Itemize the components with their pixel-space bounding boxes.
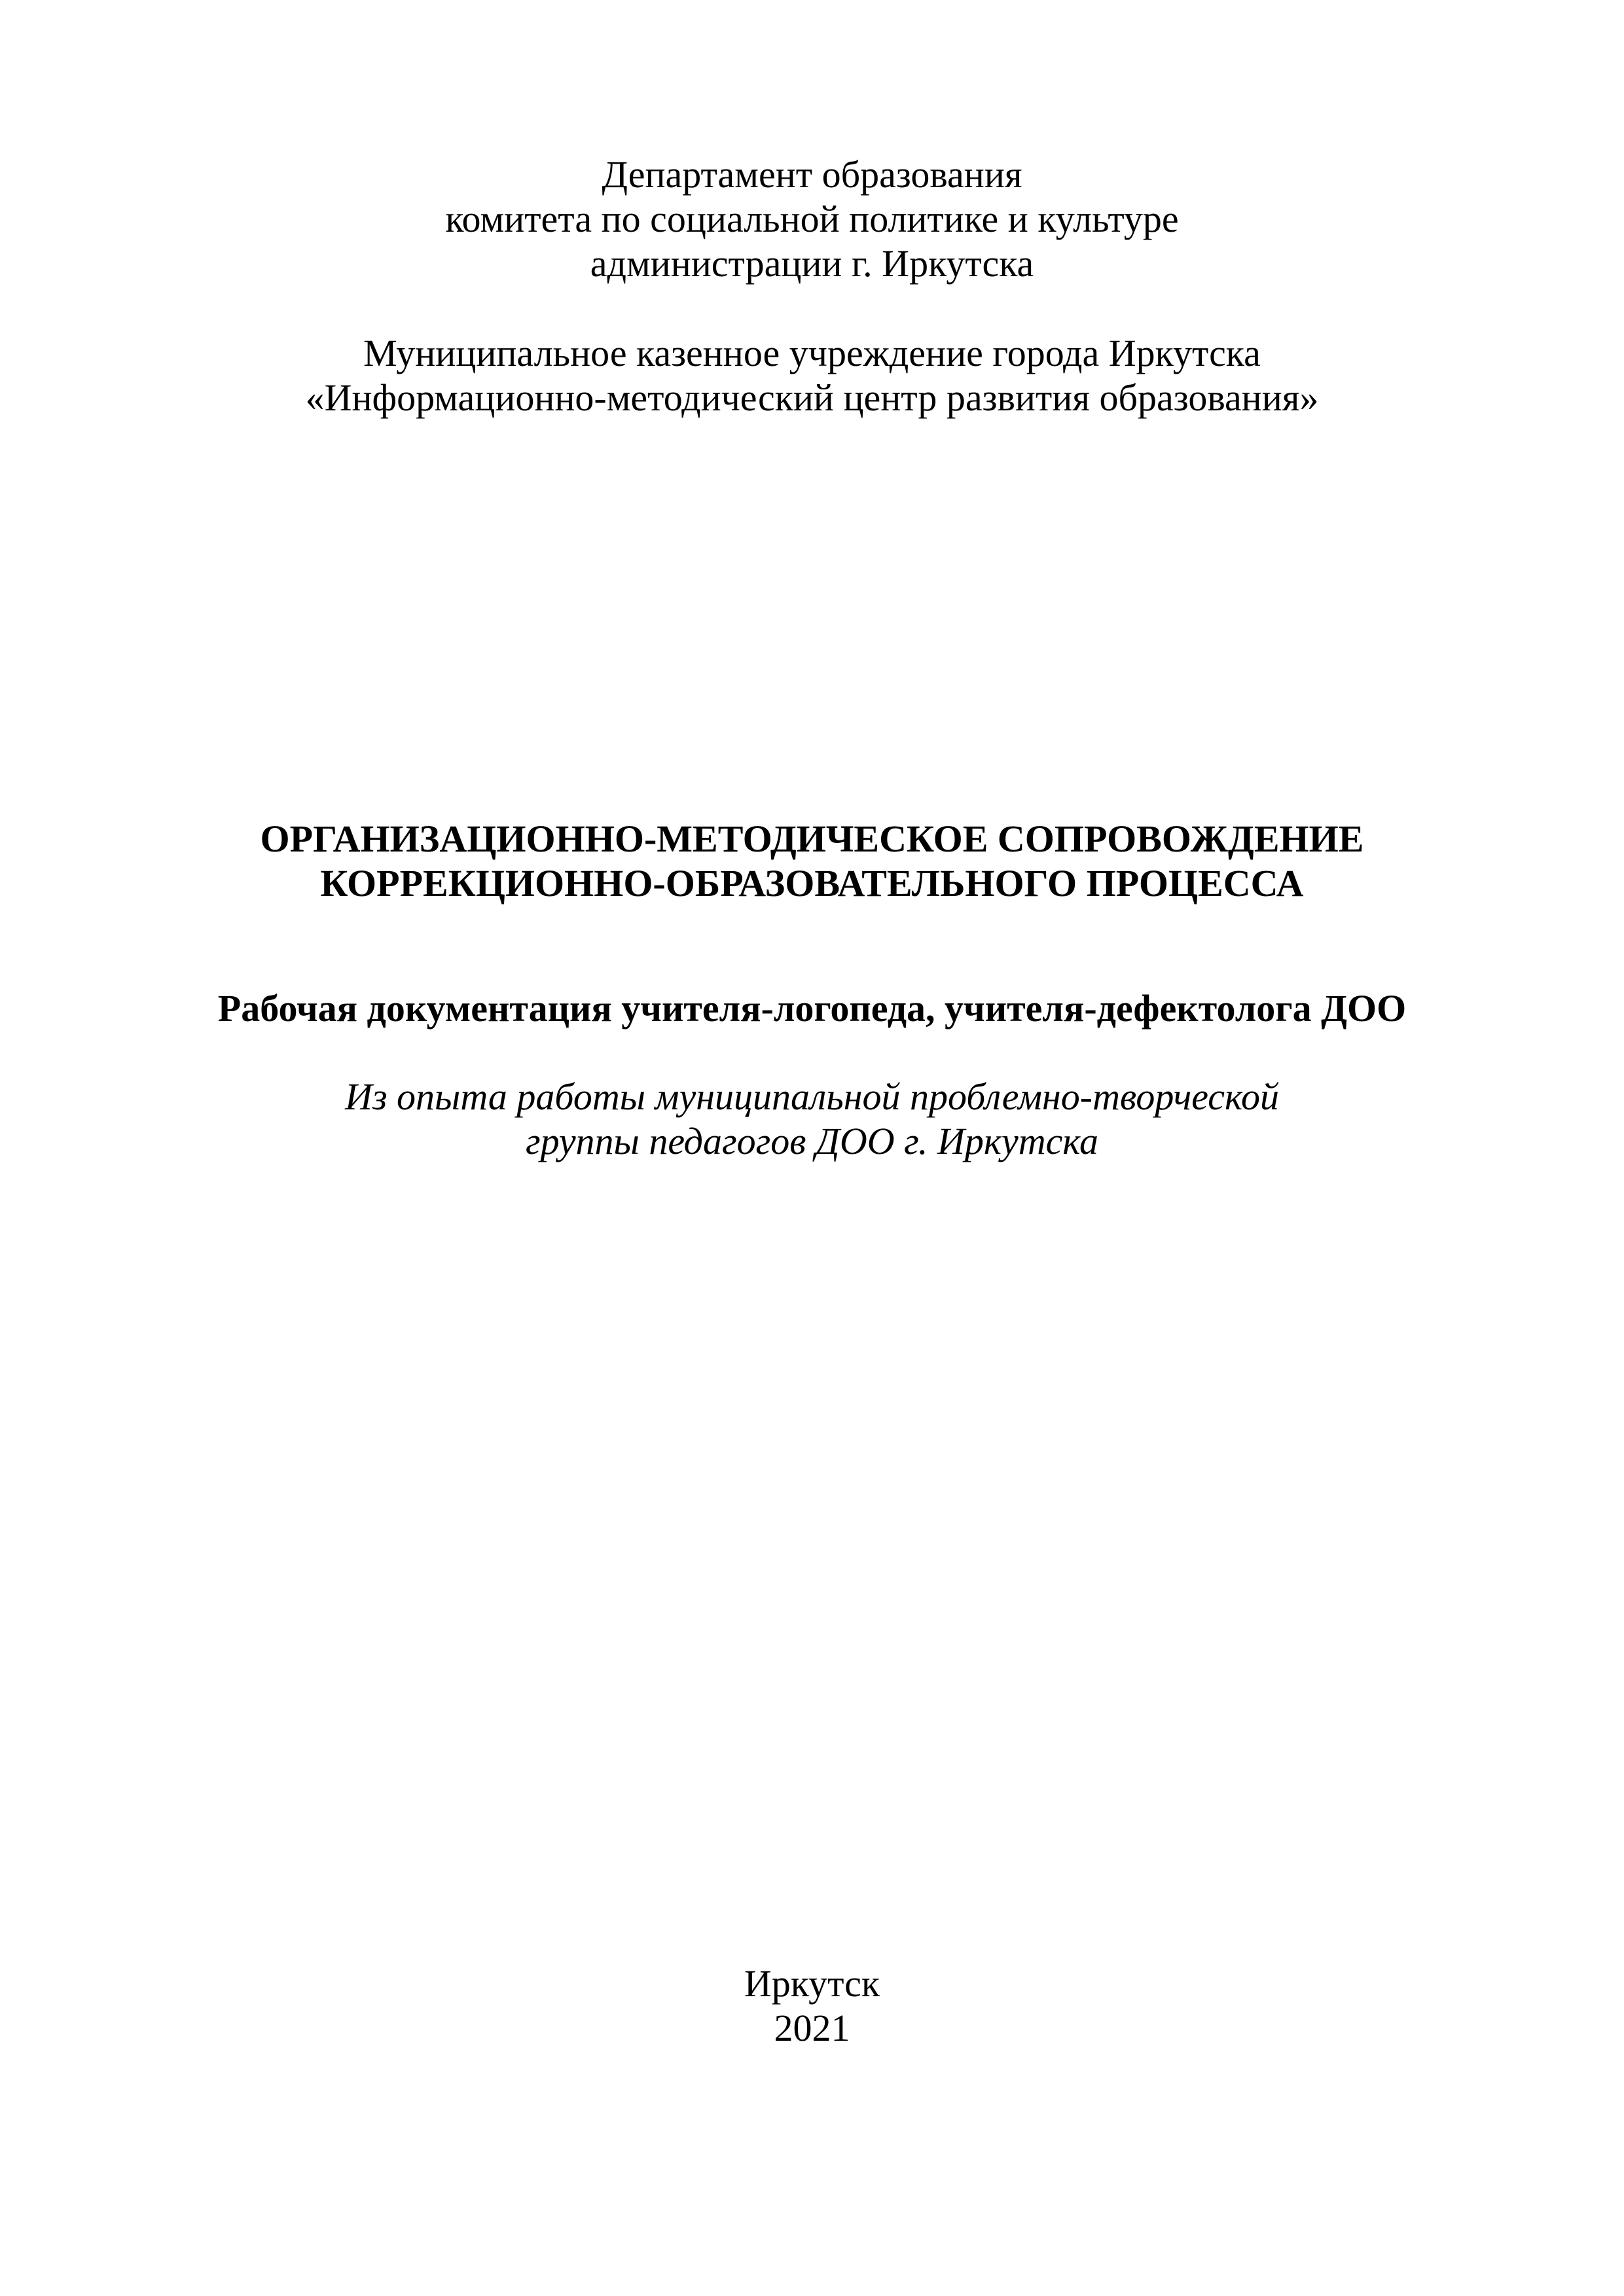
institution-header xyxy=(0,331,1624,420)
experience-note xyxy=(0,1075,1624,1164)
department-line: Департамент образования xyxy=(602,153,1022,196)
imprint-year: 2021 xyxy=(774,2007,850,2049)
department-line: администрации г. Иркутска xyxy=(590,242,1034,285)
experience-line: Из опыта работы муниципальной проблемно-творческой xyxy=(345,1075,1279,1118)
imprint xyxy=(0,1962,1624,2051)
subtitle-line: Рабочая документация учителя-логопеда, учителя-дефектолога ДОО xyxy=(217,987,1407,1030)
institution-line: «Информационно-методический центр развития образования» xyxy=(305,376,1319,419)
document-title xyxy=(0,817,1624,906)
document-subtitle xyxy=(0,986,1624,1031)
department-line: комитета по социальной политике и культуре xyxy=(445,198,1179,240)
imprint-city: Иркутск xyxy=(744,1962,880,2005)
department-header xyxy=(0,152,1624,286)
institution-line: Муниципальное казенное учреждение города Иркутска xyxy=(363,332,1261,374)
title-line: КОРРЕКЦИОННО-ОБРАЗОВАТЕЛЬНОГО ПРОЦЕССА xyxy=(320,862,1304,905)
experience-line: группы педагогов ДОО г. Иркутска xyxy=(525,1120,1099,1162)
title-line: ОРГАНИЗАЦИОННО-МЕТОДИЧЕСКОЕ СОПРОВОЖДЕНИЕ xyxy=(260,817,1364,860)
